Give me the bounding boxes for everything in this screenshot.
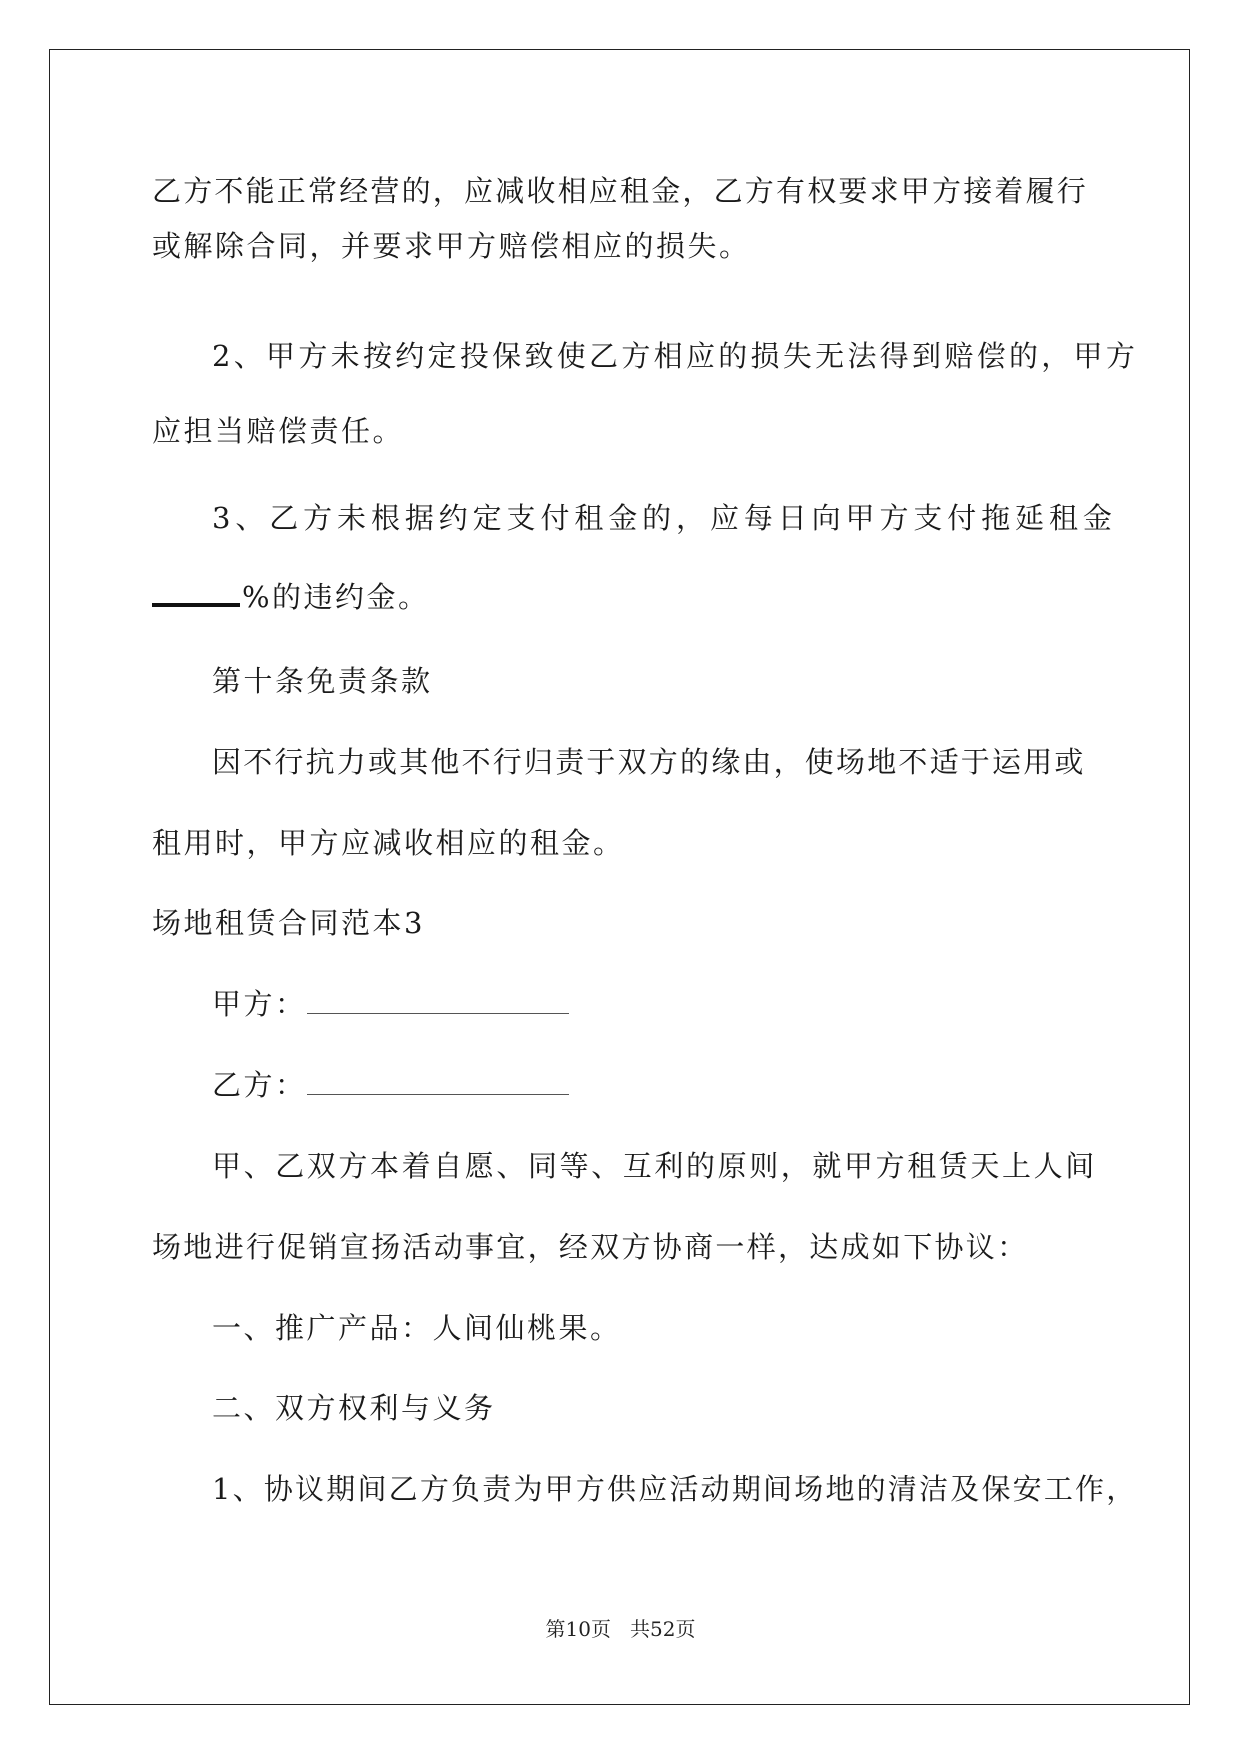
party-b-label: 乙方： [212, 1068, 307, 1102]
text-line-14: 场地进行促销宣扬活动事宜，经双方协商一样，达成如下协议： [152, 1230, 1029, 1264]
party-b-line [212, 1065, 569, 1105]
penalty-rate-text: %的违约金。 [242, 580, 430, 614]
text-line-16: 二、双方权利与义务 [212, 1391, 496, 1425]
text-line-15: 一、推广产品：人间仙桃果。 [212, 1311, 622, 1345]
text-line-8: 因不行抗力或其他不行归责于双方的缘由，使场地不适于运用或 [212, 745, 1086, 779]
text-line-9: 租用时，甲方应减收相应的租金。 [152, 826, 625, 860]
party-b-blank [307, 1068, 569, 1095]
text-line-13: 甲、乙双方本着自愿、同等、互利的原则，就甲方租赁天上人间 [212, 1149, 1097, 1183]
text-line-1: 乙方不能正常经营的，应减收相应租金，乙方有权要求甲方接着履行 [152, 174, 1089, 208]
party-a-label: 甲方： [212, 987, 307, 1021]
section-heading-exemption: 第十条免责条款 [212, 664, 433, 698]
party-a-blank [307, 987, 569, 1014]
contract-title: 场地租赁合同范本3 [152, 906, 425, 940]
fill-in-blank [152, 581, 240, 607]
text-line-2: 或解除合同，并要求甲方赔偿相应的损失。 [152, 229, 751, 263]
text-line-4: 应担当赔偿责任。 [152, 414, 405, 448]
page-border [49, 49, 1190, 1705]
party-a-line [212, 984, 569, 1024]
text-line-3: 2、甲方未按约定投保致使乙方相应的损失无法得到赔偿的，甲方 [212, 339, 1139, 373]
text-line-6 [152, 577, 430, 617]
page-number-footer: 第10页 共52页 [545, 1617, 696, 1641]
text-line-17: 1、协议期间乙方负责为甲方供应活动期间场地的清洁及保安工作， [212, 1472, 1138, 1506]
text-line-5: 3、乙方未根据约定支付租金的，应每日向甲方支付拖延租金 [212, 501, 1117, 535]
